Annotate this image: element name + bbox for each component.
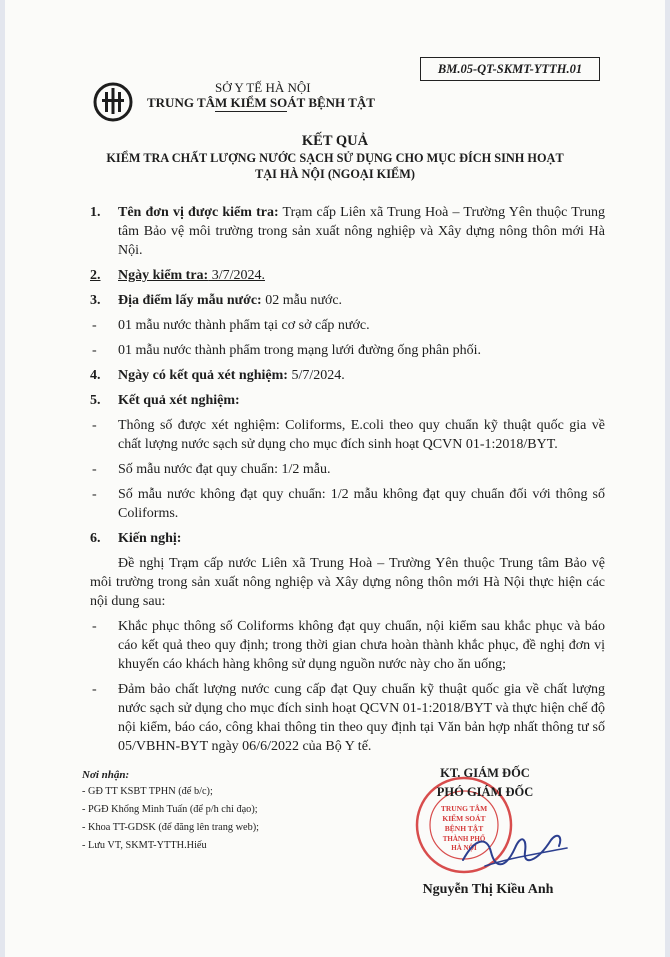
section-label: Địa điểm lấy mẫu nước: xyxy=(118,293,262,308)
list-item: - 01 mẫu nước thành phẩm trong mạng lưới đường ống phân phối. xyxy=(92,343,482,358)
org-name: TRUNG TÂM KIỂM SOÁT BỆNH TẬT xyxy=(147,95,375,110)
doc-subtitle-line2: TẠI HÀ NỘI (NGOẠI KIỂM) xyxy=(255,167,415,181)
list-item: - Thông số được xét nghiệm: Coliforms, E.coli theo quy chuẩn kỹ thuật quốc gia về chất lượng nước sạch sử dụng cho mục đích sinh hoạt QCVN 01-1:2018/BYT. xyxy=(92,418,605,452)
recipient-item: - GĐ TT KSBT TPHN (để b/c); xyxy=(82,786,213,797)
signer-name: Nguyễn Thị Kiều Anh xyxy=(422,882,554,897)
section-label: Kiến nghị: xyxy=(118,531,182,546)
svg-text:KIỂM SOÁT: KIỂM SOÁT xyxy=(442,814,486,823)
section-label: Ngày kiểm tra: xyxy=(118,268,209,283)
section-label: Kết quả xét nghiệm: xyxy=(118,393,240,408)
section-number: 4. xyxy=(90,368,101,383)
list-item: - Số mẫu nước đạt quy chuẩn: 1/2 mẫu. xyxy=(92,462,331,477)
section-label: Tên đơn vị được kiểm tra: xyxy=(118,205,279,220)
ministry-logo-icon xyxy=(93,82,133,122)
svg-text:TRUNG TÂM: TRUNG TÂM xyxy=(440,804,488,813)
header-underline xyxy=(215,111,287,112)
section-text: 5/7/2024. xyxy=(287,368,345,383)
section-1 xyxy=(90,203,605,260)
section-label: Ngày có kết quả xét nghiệm: xyxy=(118,368,288,383)
section-number: 2. xyxy=(90,268,101,283)
section-text: 3/7/2024. xyxy=(208,268,265,283)
section-2 xyxy=(90,266,605,285)
form-code-box: BM.05-QT-SKMT-YTTH.01 xyxy=(420,57,600,81)
svg-text:HÀ NỘI: HÀ NỘI xyxy=(451,844,477,852)
document-body xyxy=(90,203,605,762)
handwritten-signature xyxy=(455,818,575,878)
svg-text:THÀNH PHỐ: THÀNH PHỐ xyxy=(442,835,486,843)
svg-text:BỆNH TẬT: BỆNH TẬT xyxy=(444,824,484,833)
section-3 xyxy=(90,291,605,310)
section-number: 6. xyxy=(90,531,101,546)
list-item: - Đảm bảo chất lượng nước cung cấp đạt Quy chuẩn kỹ thuật quốc gia về chất lượng nước sạch sử dụng cho mục đích sinh hoạt QCVN 01-1:2018/BYT và thực hiện chế độ nội kiểm, báo cáo, công khai thông tin theo quy định tại Văn bản hợp nhất thông tư số 05/VBHN-BYT ngày 06/6/2022 của Bộ Y tế. xyxy=(92,682,605,754)
recipient-item: - Khoa TT-GDSK (để đăng lên trang web); xyxy=(82,822,260,833)
section-number: 5. xyxy=(90,393,101,408)
doc-title: KẾT QUẢ xyxy=(301,133,369,149)
signature-title-line1: KT. GIÁM ĐỐC xyxy=(440,766,530,780)
doc-subtitle-line1: KIỂM TRA CHẤT LƯỢNG NƯỚC SẠCH SỬ DỤNG CHO MỤC ĐÍCH SINH HOẠT xyxy=(106,151,564,165)
recipient-item: - PGĐ Khổng Minh Tuấn (để p/h chỉ đạo); xyxy=(82,804,258,815)
dept-name: SỞ Y TẾ HÀ NỘI xyxy=(215,80,311,95)
section-number: 3. xyxy=(90,293,101,308)
section-text: Trạm cấp Liên xã Trung Hoà – Trường Yên thuộc Trung tâm Bảo vệ môi trường trong sản xuất nông nghiệp và Xây dựng nông thôn mới Hà Nội. xyxy=(118,205,605,258)
section-6 xyxy=(90,529,605,548)
signature-title-line2: PHÓ GIÁM ĐỐC xyxy=(436,785,534,799)
section-4 xyxy=(90,366,605,385)
section-5 xyxy=(90,391,605,410)
list-item: - 01 mẫu nước thành phẩm tại cơ sở cấp nước. xyxy=(92,318,370,333)
list-item: - Số mẫu nước không đạt quy chuẩn: 1/2 mẫu không đạt quy chuẩn đối với thông số Coliforms. xyxy=(92,487,605,521)
recipients-heading: Nơi nhận: xyxy=(82,769,130,781)
list-item: - Khắc phục thông số Coliforms không đạt quy chuẩn, nội kiểm sau khắc phục và báo cáo kết quả theo quy định; trong thời gian chưa hoàn thành khắc phục, đề nghị đơn vị khuyến cáo khách hàng không sử dụng nguồn nước này cho ăn uống; xyxy=(92,619,605,672)
section-text: 02 mẫu nước. xyxy=(261,293,343,308)
recipient-item: - Lưu VT, SKMT-YTTH.Hiếu xyxy=(82,840,207,851)
section-number: 1. xyxy=(90,205,101,220)
section-6-intro: Đề nghị Trạm cấp nước Liên xã Trung Hoà – Trường Yên thuộc Trung tâm Bảo vệ môi trường trong sản xuất nông nghiệp và Xây dựng nông thôn mới Hà Nội thực hiện các nội dung sau: xyxy=(90,556,605,609)
